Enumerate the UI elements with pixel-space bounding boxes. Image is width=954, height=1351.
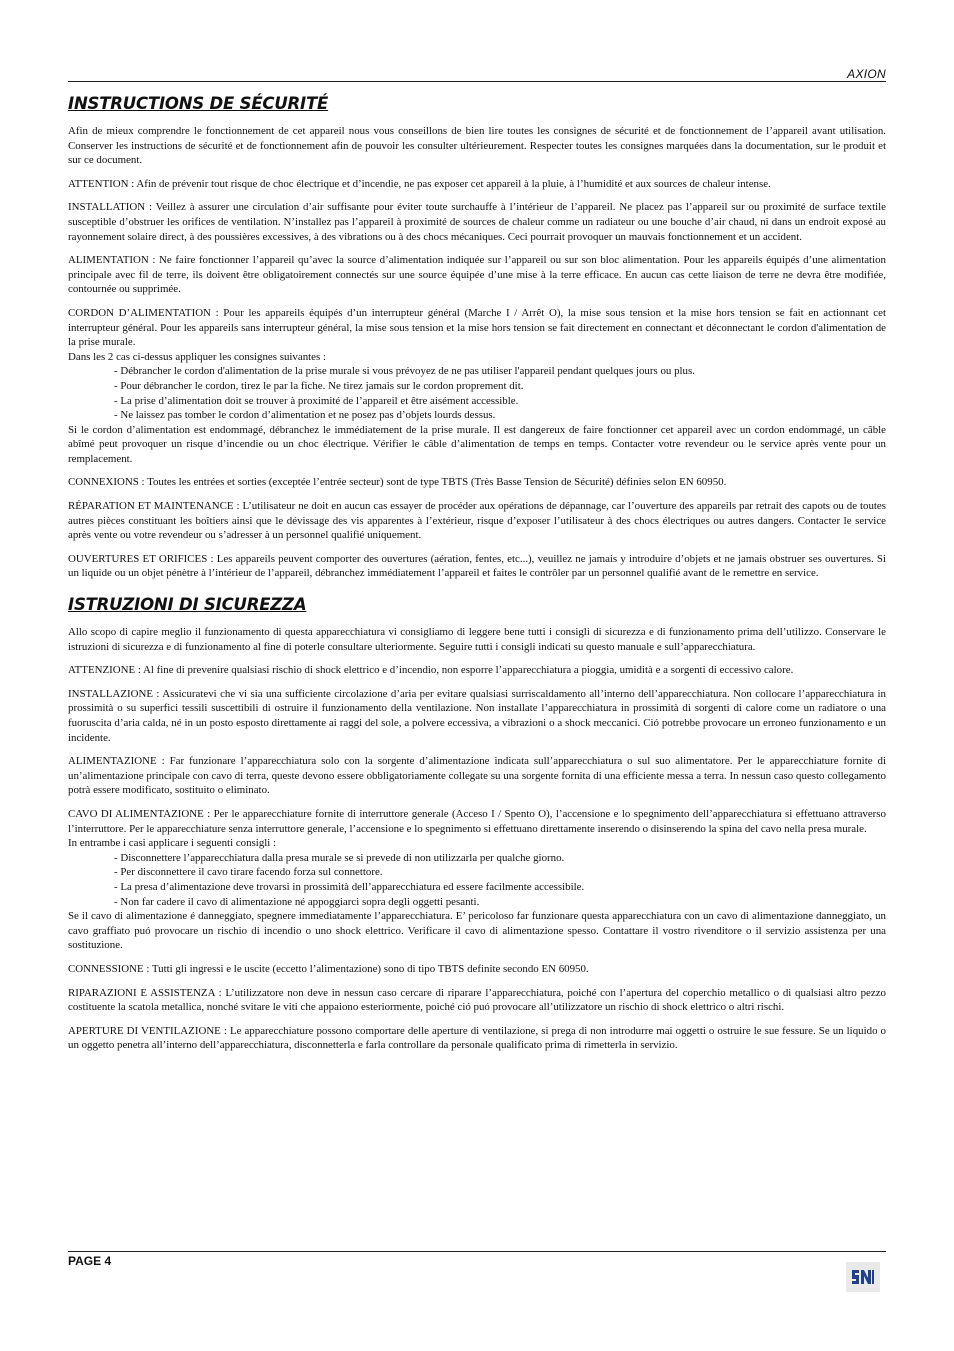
page-number: PAGE 4 <box>68 1254 112 1268</box>
section-title-italian: ISTRUZIONI DI SICUREZZA <box>68 595 307 615</box>
fr-installation-paragraph: INSTALLATION : Veillez à assurer une circulation d’air suffisante pour éviter toute surchauffe à l’intérieur de l’appareil. Ne placez pas l’appareil sur ou proximité de surface textile susceptible d’obstruer les orifices de ventilation. N’installez pas l’appareil à proximité de sources de chaleur comme un radiateur ou une bouche d’air chaud, ni dans un endroit exposé au rayonnement solaire direct, à des poussières excessives, à des vibrations ou à des chocs mécaniques. Ceci pourrait provoquer un mauvais fonctionnement et un accident. <box>68 201 886 243</box>
list-item: - Disconnettere l’apparecchiatura dalla presa murale se si prevede di non utilizzarla per qualche giorno. <box>114 851 886 866</box>
it-cavo-outro: Se il cavo di alimentazione é danneggiato, spegnere immediatamente l’apparecchiatura. E’ pericoloso far funzionare questa apparecchiatura con un cavo di alimentazione danneggiato, un cavo graffiato puó provocare un rischio di incendio o uno shock elettrico. Verificare il cavo di alimentazione spesso. Contattare il vostro rivenditore o il servizio assistenza per una sostituzione. <box>68 910 886 952</box>
fr-connexions-paragraph: CONNEXIONS : Toutes les entrées et sorties (exceptée l’entrée secteur) sont de type TBTS (Très Basse Tension de Sécurité) définies selon EN 60950. <box>68 476 727 489</box>
logo-shape <box>852 1270 874 1284</box>
list-item: - La presa d’alimentazione deve trovarsi in prossimità dell’apparecchiatura ed essere facilmente accessibile. <box>114 880 886 895</box>
list-item: - Débrancher le cordon d'alimentation de la prise murale si vous prévoyez de ne pas utiliser l'appareil pendant quelques jours ou plus. <box>114 364 886 379</box>
fr-attention-paragraph: ATTENTION : Afin de prévenir tout risque de choc électrique et d’incendie, ne pas exposer cet appareil à la pluie, à l’humidité et aux sources de chaleur intense. <box>68 177 771 190</box>
section-title-french: INSTRUCTIONS DE SÉCURITÉ <box>68 94 329 113</box>
company-logo-icon <box>850 1266 876 1288</box>
it-cavo-list <box>68 851 886 909</box>
fr-cordon-outro: Si le cordon d’alimentation est endommagé, débranchez le immédiatement de la prise murale. Il est dangereux de faire fonctionner cet appareil avec un cordon endommagé, un câble abîmé peut provoquer un risque d’incendie ou un choc électrique. Vérifier le câble d’alimentation de temps en temps. Contacter votre revendeur ou le service après vente pour un remplacement. <box>68 423 886 465</box>
it-attenzione-paragraph: ATTENZIONE : Al fine di prevenire qualsiasi rischio di shock elettrico e d’incendio, non esporre l’apparecchiatura a pioggia, umidità e a sorgenti di eccessivo calore. <box>68 664 794 677</box>
it-aperture-paragraph: APERTURE DI VENTILAZIONE : Le apparecchiature possono comportare delle aperture di ventilazione, si prega di non introdurre mai oggetti o ostruire le sue fessure. Se un liquido o un oggetto penetra all’interno dell’apparecchiatura, disconnetterla e farla controllare da personale qualificato prima di rimetterla in servizio. <box>68 1024 886 1052</box>
fr-cordon-intro: Dans les 2 cas ci-dessus appliquer les consignes suivantes : <box>68 350 326 363</box>
document-body <box>68 94 886 1062</box>
it-intro-paragraph: Allo scopo di capire meglio il funzionamento di questa apparecchiatura vi consigliamo di leggere bene tutti i consigli di sicurezza e di funzionamento prima dell’utilizzo. Conservare le istruzioni di sicurezza e di funzionamento al fine di poterle consultare ulteriormente. Seguire tutti i consigli indicati su questo manuale e sull’apparecchiatura. <box>68 626 886 653</box>
company-logo-icon <box>846 1262 880 1292</box>
it-riparazioni-paragraph: RIPARAZIONI E ASSISTENZA : L’utilizzatore non deve in nessun caso cercare di riparare l’apparecchiatura, poiché con l’apertura del coperchio metallico o di qualsiasi altro pezzo costituente la scatola metallica, nonché svitare le viti che appaiono esteriormente, poiché ció puó provocare all’utilizzatore un rischio di shock elettrico o altri rischi. <box>68 986 886 1014</box>
header-rule <box>68 81 886 82</box>
it-installazione-paragraph: INSTALLAZIONE : Assicuratevi che vi sia una sufficiente circolazione d’aria per evitare qualsiasi surriscaldamento all’interno dell’apparecchiatura. Non collocare l’apparecchiatura in prossimità o su superfici tessili suscettibili di ostruire il funzionamento della ventilazione. Non installate l’apparecchiatura in prossimità di sorgenti di calore come un radiatore o una fuoruscita d’aria calda, né in un posto esposto direttamente ai raggi del sole, a polvere eccessiva, a vibrazioni o a shock meccanici. Ció potrebbe provocare un erroneo funzionamento e un incidente. <box>68 687 886 744</box>
fr-alimentation-paragraph: ALIMENTATION : Ne faire fonctionner l’appareil qu’avec la source d’alimentation indiquée sur l’appareil ou sur son bloc alimentation. Pour les appareils équipés d’une alimentation principale avec fil de terre, ils doivent être obligatoirement connectés sur une source équipée d’une mise à la terre efficace. En aucun cas cette liaison de terre ne devra être modifiée, contournée ou supprimée. <box>68 254 886 296</box>
header-brand: AXION <box>847 67 886 81</box>
fr-cordon-paragraph: CORDON D’ALIMENTATION : Pour les appareils équipés d’un interrupteur général (Marche I / Arrêt O), la mise sous tension et la mise hors tension se fait en actionnant cet interrupteur général. Pour les appareils sans interrupteur général, la mise sous tension et la mise hors tension se fait directement en connectant et déconnectant le cordon d'alimentation de la prise murale. <box>68 306 886 349</box>
fr-ouvertures-paragraph: OUVERTURES ET ORIFICES : Les appareils peuvent comporter des ouvertures (aération, fentes, etc...), veuillez ne jamais y introduire d’objets et ne jamais obstruer ses ouvertures. Si un liquide ou un objet pénètre à l’intérieur de l’appareil, débranchez immédiatement l’appareil et faites le contrôler par un personnel qualifié avant de le remettre en service. <box>68 552 886 580</box>
fr-cordon-list <box>68 364 886 422</box>
list-item: - Pour débrancher le cordon, tirez le par la fiche. Ne tirez jamais sur le cordon proprement dit. <box>114 379 886 394</box>
list-item: - La prise d’alimentation doit se trouver à proximité de l’appareil et être aisément accessible. <box>114 394 886 409</box>
it-connessione-paragraph: CONNESSIONE : Tutti gli ingressi e le uscite (eccetto l’alimentazione) sono di tipo TBTS definite secondo EN 60950. <box>68 962 589 975</box>
list-item: - Ne laissez pas tomber le cordon d’alimentation et ne posez pas d’objets lourds dessus. <box>114 408 886 423</box>
list-item: - Per disconnettere il cavo tirare facendo forza sul connettore. <box>114 865 886 880</box>
fr-reparation-paragraph: RÉPARATION ET MAINTENANCE : L’utilisateur ne doit en aucun cas essayer de procéder aux opérations de dépannage, car l’ouverture des appareils par retrait des capots ou de toutes autres pièces constituant les boîtiers ainsi que le dévissage des vis apparentes à l’extérieur, risque d’exposer l’utilisateur à des chocs électriques ou autres dangers. Contacter le service après vente ou votre revendeur ou s’adresser à un personnel qualifié uniquement. <box>68 500 886 542</box>
it-cavo-paragraph: CAVO DI ALIMENTAZIONE : Per le apparecchiature fornite di interruttore generale (Acceso I / Spento O), l’accensione e lo spegnimento dell’apparecchiatura si effettuano attraverso l’interruttore. Per le apparecchiature senza interruttore generale, l’accensione e lo spegnimento si effettuano direttamente inserendo o disinserendo la spina del cavo nella presa murale. <box>68 807 886 835</box>
fr-intro-paragraph: Afin de mieux comprendre le fonctionnement de cet appareil nous vous conseillons de bien lire toutes les consignes de sécurité et de fonctionnement de l’appareil avant utilisation. Conserver les instructions de sécurité et de fonctionnement afin de pouvoir les consulter ultérieurement. Respecter toutes les consignes marquées dans la documentation, sur le produit et sur ce document. <box>68 125 886 167</box>
footer-rule <box>68 1251 886 1252</box>
it-cavo-intro: In entrambe i casi applicare i seguenti consigli : <box>68 837 277 850</box>
it-alimentazione-paragraph: ALIMENTAZIONE : Far funzionare l’apparecchiatura solo con la sorgente d’alimentazione indicata sull’apparecchiatura o sul suo alimentatore. Per le apparecchiature fornite di un’alimentazione principale con cavo di terra, queste devono essere obbligatoriamente collegate su una sorgente fornita di una efficiente messa a terra. In nessun caso questo collegamento potrà essere modificato, sostituito o eliminato. <box>68 755 886 797</box>
list-item: - Non far cadere il cavo di alimentazione né appoggiarci sopra degli oggetti pesanti. <box>114 895 886 910</box>
